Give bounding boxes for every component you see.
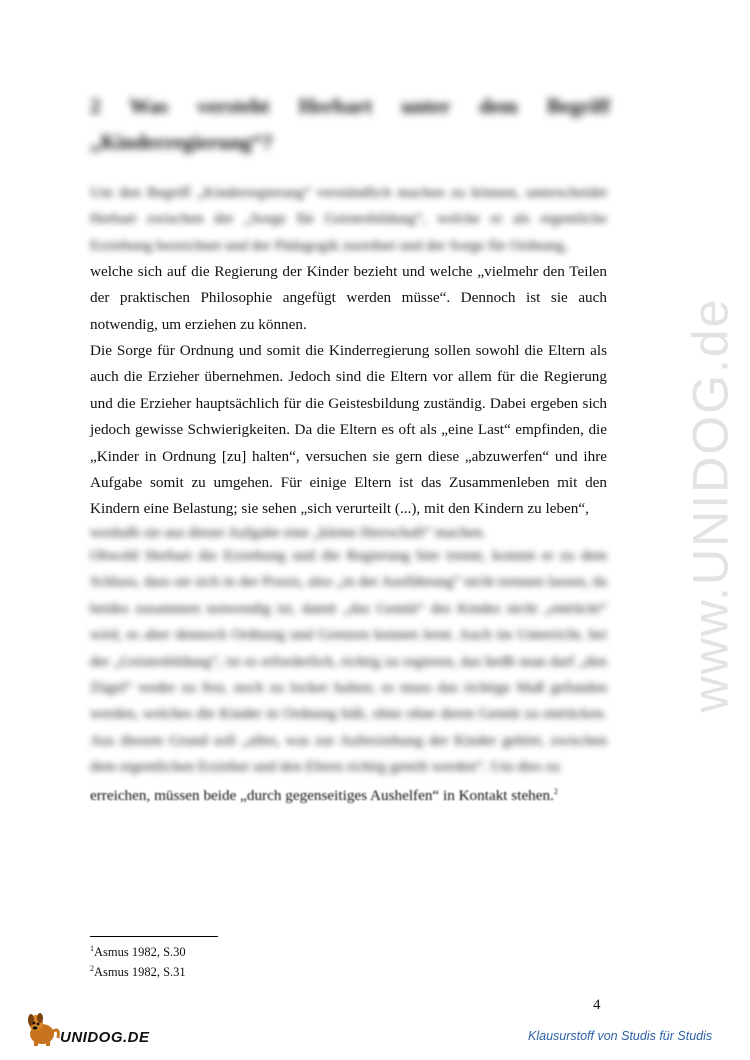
footnote-separator	[90, 936, 218, 937]
watermark: www.UNIDOG.de	[682, 297, 738, 713]
section-heading: 2 Was versteht Herbart unter dem Begriff „Kinderregierung“?	[90, 94, 610, 154]
footnote-ref-2: 2	[553, 787, 558, 796]
paragraph-1-clear	[90, 259, 607, 338]
footnotes	[90, 941, 186, 980]
footnote-1: $^1$Asmus 1982, S.30	[90, 944, 186, 960]
unidog-logo[interactable]	[22, 1010, 152, 1050]
paragraph-3-blurred-text: Obwohl Herbart die Erziehung und die Regierung hier trennt, kommt er zu dem Schluss, dass sie sich in der Praxis, also „in der Ausführung“ nicht trennen lassen, da beides zusammen notwendig ist, damit „das Gemüt“ des Kindes nicht „entrückt“ wird, es aber dennoch Ordnung und Grenzen kennen lernt. Auch im Unterricht, bei der „Geistesbildung“, ist es erforderlich, richtig zu regieren, das heißt man darf „den Zügel“ weder zu fest, noch zu locker halten; es muss das richtige Maß gefunden werden, welches die Kinder in Ordnung hält, ohne ohne deren Gemüt zu entrücken. Aus diesem Grund soll „alles, was zur Auferziehung der Kinder gehört, zwischen dem eigentlichen Erzieher und den Eltern richtig geteilt werden“. Um dies zu	[90, 547, 607, 776]
paragraph-2	[90, 338, 607, 523]
paragraph-3-last-line	[90, 779, 607, 809]
paragraph-3-blurred	[90, 543, 607, 781]
paragraph-3-last-text: erreichen, müssen beide „durch gegenseitiges Aushelfen“ in Kontakt stehen.$^2$	[90, 787, 558, 805]
paragraph-1-clear-text: welche sich auf die Regierung der Kinder bezieht und welche „vielmehr den Teilen der praktischen Philosophie angefügt werden müsse“. Dennoch ist sie auch notwendig, um erziehen zu können.	[90, 263, 607, 333]
footer-tagline: Klausurstoff von Studis für Studis	[528, 1029, 713, 1043]
paragraph-2-text: Die Sorge für Ordnung und somit die Kinderregierung sollen sowohl die Eltern als auch die Erzieher übernehmen. Jedoch sind die Eltern vor allem für die Regierung und die Erzieher hauptsächlich für die Geistesbildung zuständig. Dabei ergeben sich jedoch gewisse Schwierigkeiten. Da die Eltern es oft als „eine Last“ empfinden, die „Kinder in Ordnung [zu] halten“, versuchen sie gern diese „abzuwerfen“ und ihre Aufgabe somit zu umgehen. Für einige Eltern ist das Zusammenleben mit den Kindern eine Belastung; sie sehen „sich verurteilt (...), mit den Kindern zu leben“,	[90, 342, 607, 518]
paragraph-1-blurred-text: Um den Begriff „Kinderregierung“ verständlich machen zu können, unterscheidet Herbart zwischen der „Sorge für Geistesbildung“, welche er als eigentliche Erziehung bezeichnet und der Pädagogik zuordnet und der Sorge für Ordnung,	[90, 184, 607, 254]
page-number: 4	[593, 997, 601, 1013]
dog-icon	[22, 1012, 62, 1048]
paragraph-1-blurred	[90, 180, 607, 259]
paragraph-2-tail-text: weshalb sie aus dieser Aufgabe eine „kleine Herrschaft“ machen.	[90, 524, 486, 541]
logo-text: UNIDOG.DE	[60, 1028, 150, 1046]
footnote-2: $^2$Asmus 1982, S.31	[90, 963, 186, 979]
